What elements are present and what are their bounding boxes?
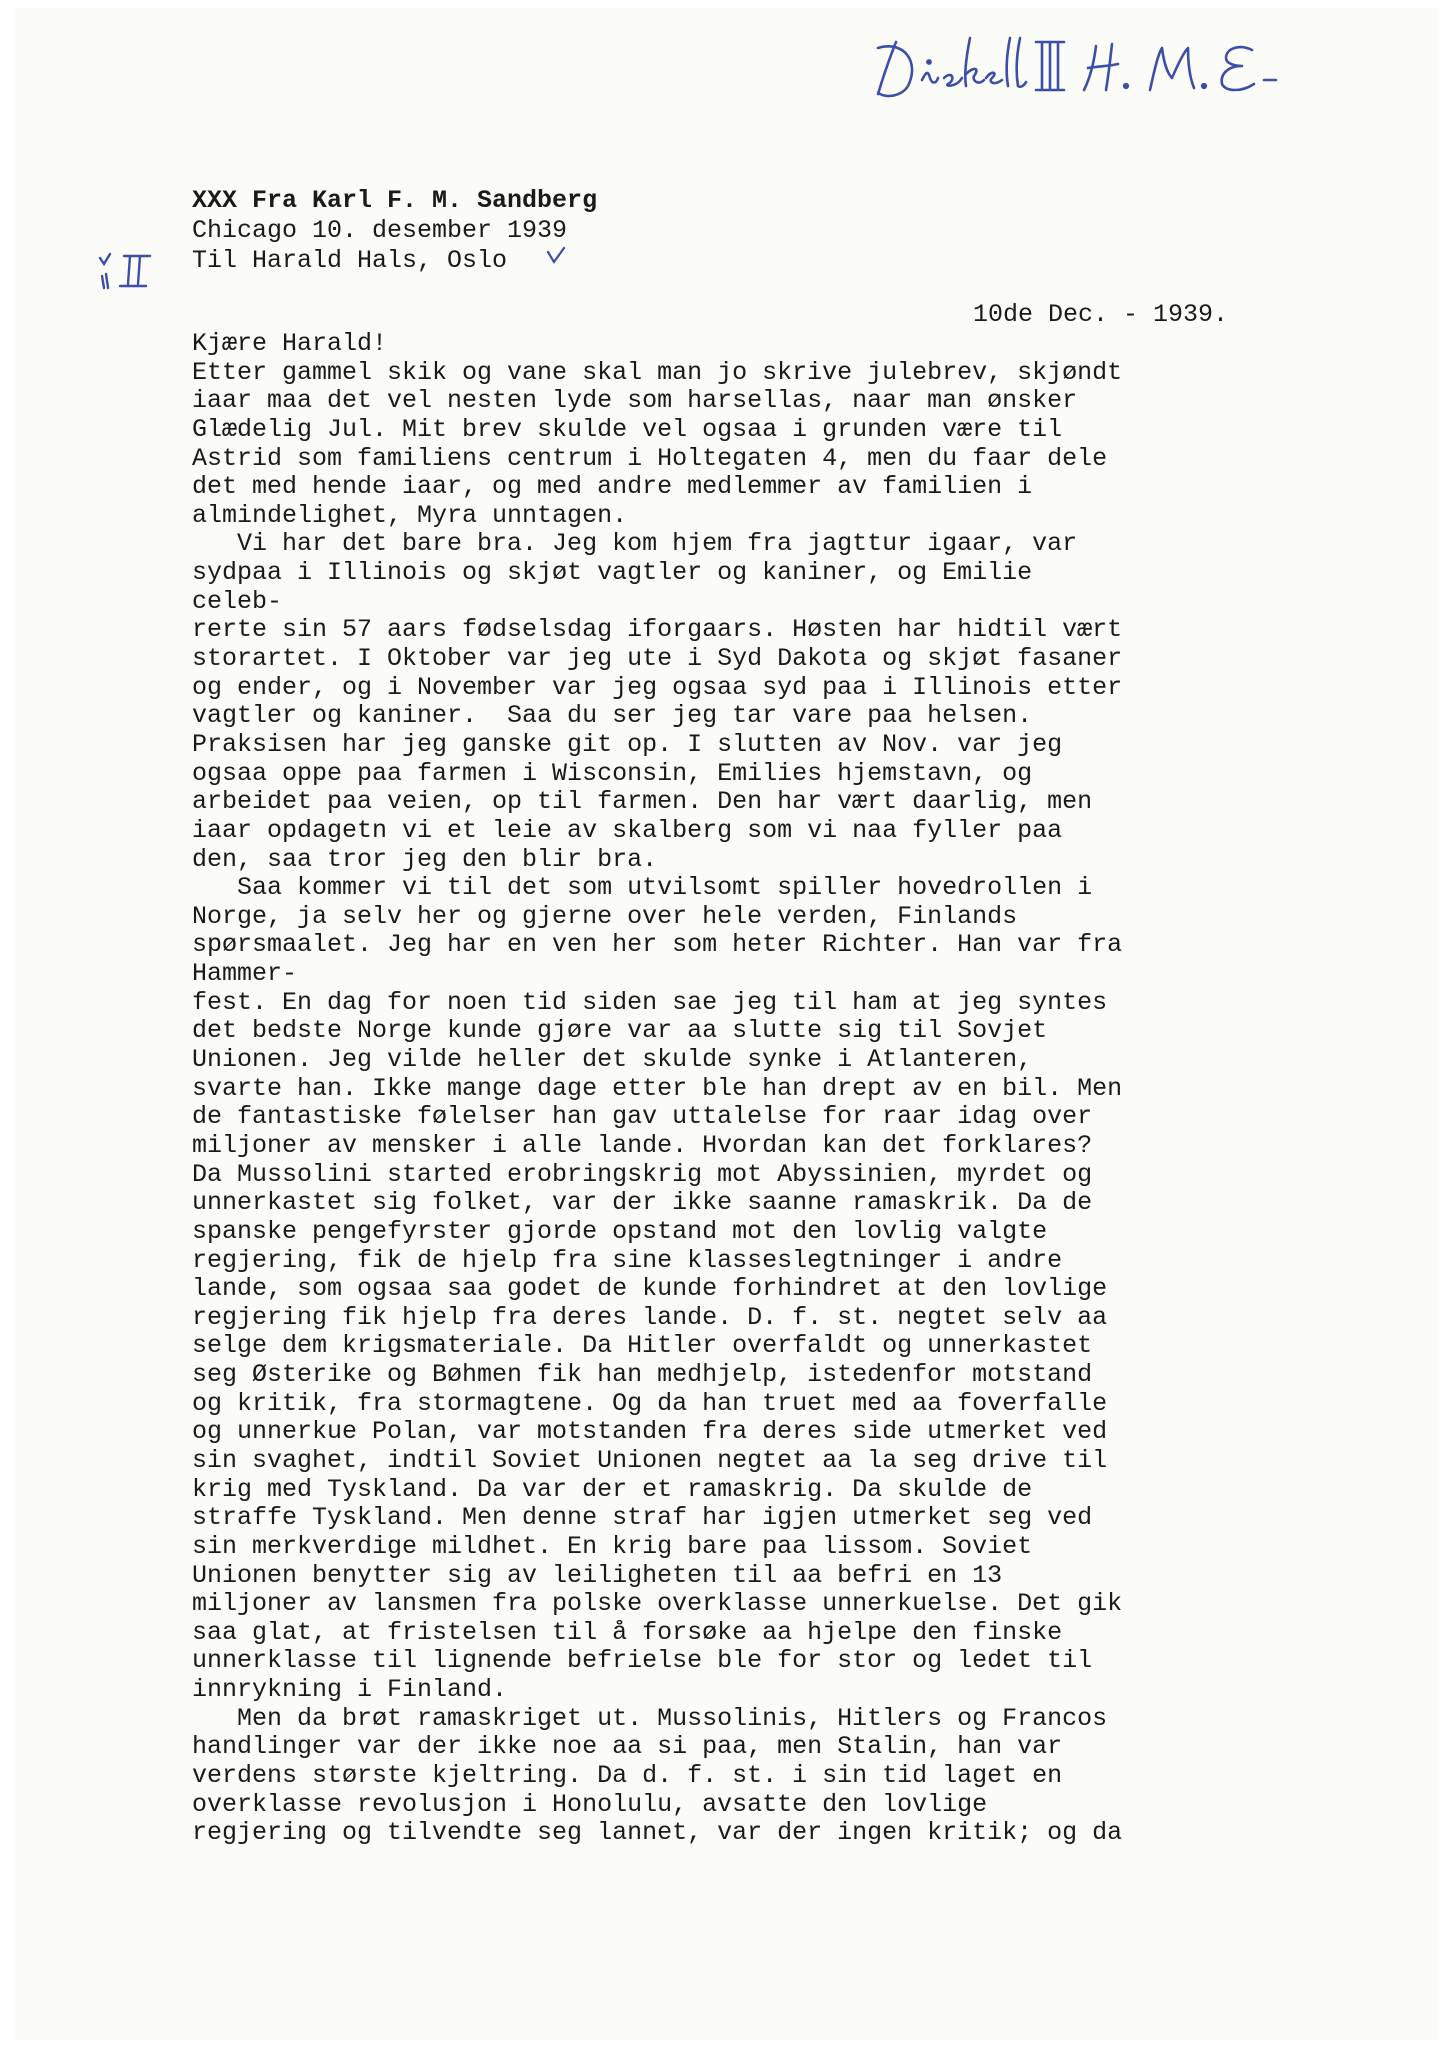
body-line: sydpaa i Illinois og skjøt vagtler og kaniner, og Emilie <box>192 558 1033 588</box>
letter-date: 10de Dec. - 1939. <box>973 300 1229 329</box>
body-line: lande, som ogsaa saa godet de kunde forhindret at den lovlige <box>192 1274 1108 1304</box>
body-line: selge dem krigsmateriale. Da Hitler overfaldt og unnerkastet <box>192 1331 1093 1361</box>
body-line: Astrid som familiens centrum i Holtegaten 4, men du faar dele <box>192 443 1108 473</box>
letter-title: XXX Fra Karl F. M. Sandberg <box>192 186 598 215</box>
body-line: regjering fik hjelp fra deres lande. D. f. st. negtet selv aa <box>192 1302 1108 1332</box>
body-line: handlinger var der ikke noe aa si paa, men Stalin, han var <box>192 1732 1063 1762</box>
place-date: Chicago 10. desember 1939 <box>192 216 568 245</box>
body-line: vagtler og kaniner. Saa du ser jeg tar vare paa helsen. <box>192 701 1033 731</box>
body-line: rerte sin 57 aars fødselsdag iforgaars. Høsten har hidtil vært <box>192 615 1123 645</box>
body-line: saa glat, at fristelsen til å forsøke aa hjelpe den finske <box>192 1617 1063 1647</box>
body-line: Da Mussolini started erobringskrig mot Abyssinien, myrdet og <box>192 1159 1093 1189</box>
body-line: Praksisen har jeg ganske git op. I slutten av Nov. var jeg <box>192 729 1063 759</box>
body-line: seg Østerike og Bøhmen fik han medhjelp, istedenfor motstand <box>192 1360 1093 1390</box>
body-line: celeb- <box>192 586 283 616</box>
body-line: den, saa tror jeg den blir bra. <box>192 844 658 874</box>
body-line: Glædelig Jul. Mit brev skulde vel ogsaa i grunden være til <box>192 414 1063 444</box>
body-line: overklasse revolusjon i Honolulu, avsatte den lovlige <box>192 1789 988 1819</box>
letter-header <box>192 186 597 276</box>
body-line: Men da brøt ramaskriget ut. Mussolinis, Hitlers og Francos <box>192 1703 1108 1733</box>
body-line: det bedste Norge kunde gjøre var aa slutte sig til Sovjet <box>192 1016 1048 1046</box>
body-line: spørsmaalet. Jeg har en ven her som heter Richter. Han var fra <box>192 930 1123 960</box>
body-line: miljoner av mensker i alle lande. Hvordan kan det forklares? <box>192 1130 1093 1160</box>
body-line: regjering og tilvendte seg lannet, var der ingen kritik; og da <box>192 1818 1123 1848</box>
body-line: og ender, og i November var jeg ogsaa syd paa i Illinois etter <box>192 672 1123 702</box>
body-line: innrykning i Finland. <box>192 1675 508 1705</box>
body-line: Unionen. Jeg vilde heller det skulde synke i Atlanteren, <box>192 1045 1033 1075</box>
body-line: ogsaa oppe paa farmen i Wisconsin, Emilies hjemstavn, og <box>192 758 1033 788</box>
body-line: Hammer- <box>192 959 298 989</box>
body-line: unnerkastet sig folket, var der ikke saanne ramaskrik. Da de <box>192 1188 1093 1218</box>
body-line: regjering, fik de hjelp fra sine klasseslegtninger i andre <box>192 1245 1063 1275</box>
body-line: iaar maa det vel nesten lyde som harsellas, naar man ønsker <box>192 386 1078 416</box>
body-line: de fantastiske følelser han gav uttalelse for raar idag over <box>192 1102 1093 1132</box>
body-line: Unionen benytter sig av leiligheten til aa befri en 13 <box>192 1560 1003 1590</box>
body-line: og unnerkue Polan, var motstanden fra deres side utmerket ved <box>192 1417 1108 1447</box>
body-line: almindelighet, Myra unntagen. <box>192 500 628 530</box>
body-line: iaar opdagetn vi et leie av skalberg som vi naa fyller paa <box>192 815 1063 845</box>
handwritten-archive-note <box>874 34 1294 104</box>
recipient-line: Til Harald Hals, Oslo <box>192 246 508 275</box>
body-line: fest. En dag for noen tid siden sae jeg til ham at jeg syntes <box>192 987 1108 1017</box>
body-line: straffe Tyskland. Men denne straf har igjen utmerket seg ved <box>192 1503 1093 1533</box>
body-line: svarte han. Ikke mange dage etter ble han drept av en bil. Men <box>192 1073 1123 1103</box>
body-line: sin merkverdige mildhet. En krig bare paa lissom. Soviet <box>192 1531 1033 1561</box>
body-line: Kjære Harald! <box>192 329 388 358</box>
letter-body <box>192 330 1122 1848</box>
body-line: verdens største kjeltring. Da d. f. st. i sin tid laget en <box>192 1761 1063 1791</box>
body-line: Norge, ja selv her og gjerne over hele verden, Finlands <box>192 901 1018 931</box>
body-line: arbeidet paa veien, op til farmen. Den har vært daarlig, men <box>192 787 1093 817</box>
body-line: miljoner av lansmen fra polske overklasse unnerkuelse. Det gik <box>192 1589 1123 1619</box>
body-line: storartet. I Oktober var jeg ute i Syd Dakota og skjøt fasaner <box>192 644 1123 674</box>
body-line: spanske pengefyrster gjorde opstand mot den lovlig valgte <box>192 1216 1048 1246</box>
body-line: sin svaghet, indtil Soviet Unionen negtet aa la seg drive til <box>192 1445 1108 1475</box>
body-line: det med hende iaar, og med andre medlemmer av familien i <box>192 472 1033 502</box>
body-line: Vi har det bare bra. Jeg kom hjem fra jagttur igaar, var <box>192 529 1078 559</box>
body-line: Etter gammel skik og vane skal man jo skrive julebrev, skjøndt <box>192 357 1123 387</box>
body-line: krig med Tyskland. Da var der et ramaskrig. Da skulde de <box>192 1474 1033 1504</box>
body-line: Saa kommer vi til det som utvilsomt spiller hovedrollen i <box>192 873 1093 903</box>
body-line: unnerklasse til lignende befrielse ble for stor og ledet til <box>192 1646 1093 1676</box>
handwritten-margin-mark <box>96 252 156 292</box>
body-line: og kritik, fra stormagtene. Og da han truet med aa foverfalle <box>192 1388 1108 1418</box>
